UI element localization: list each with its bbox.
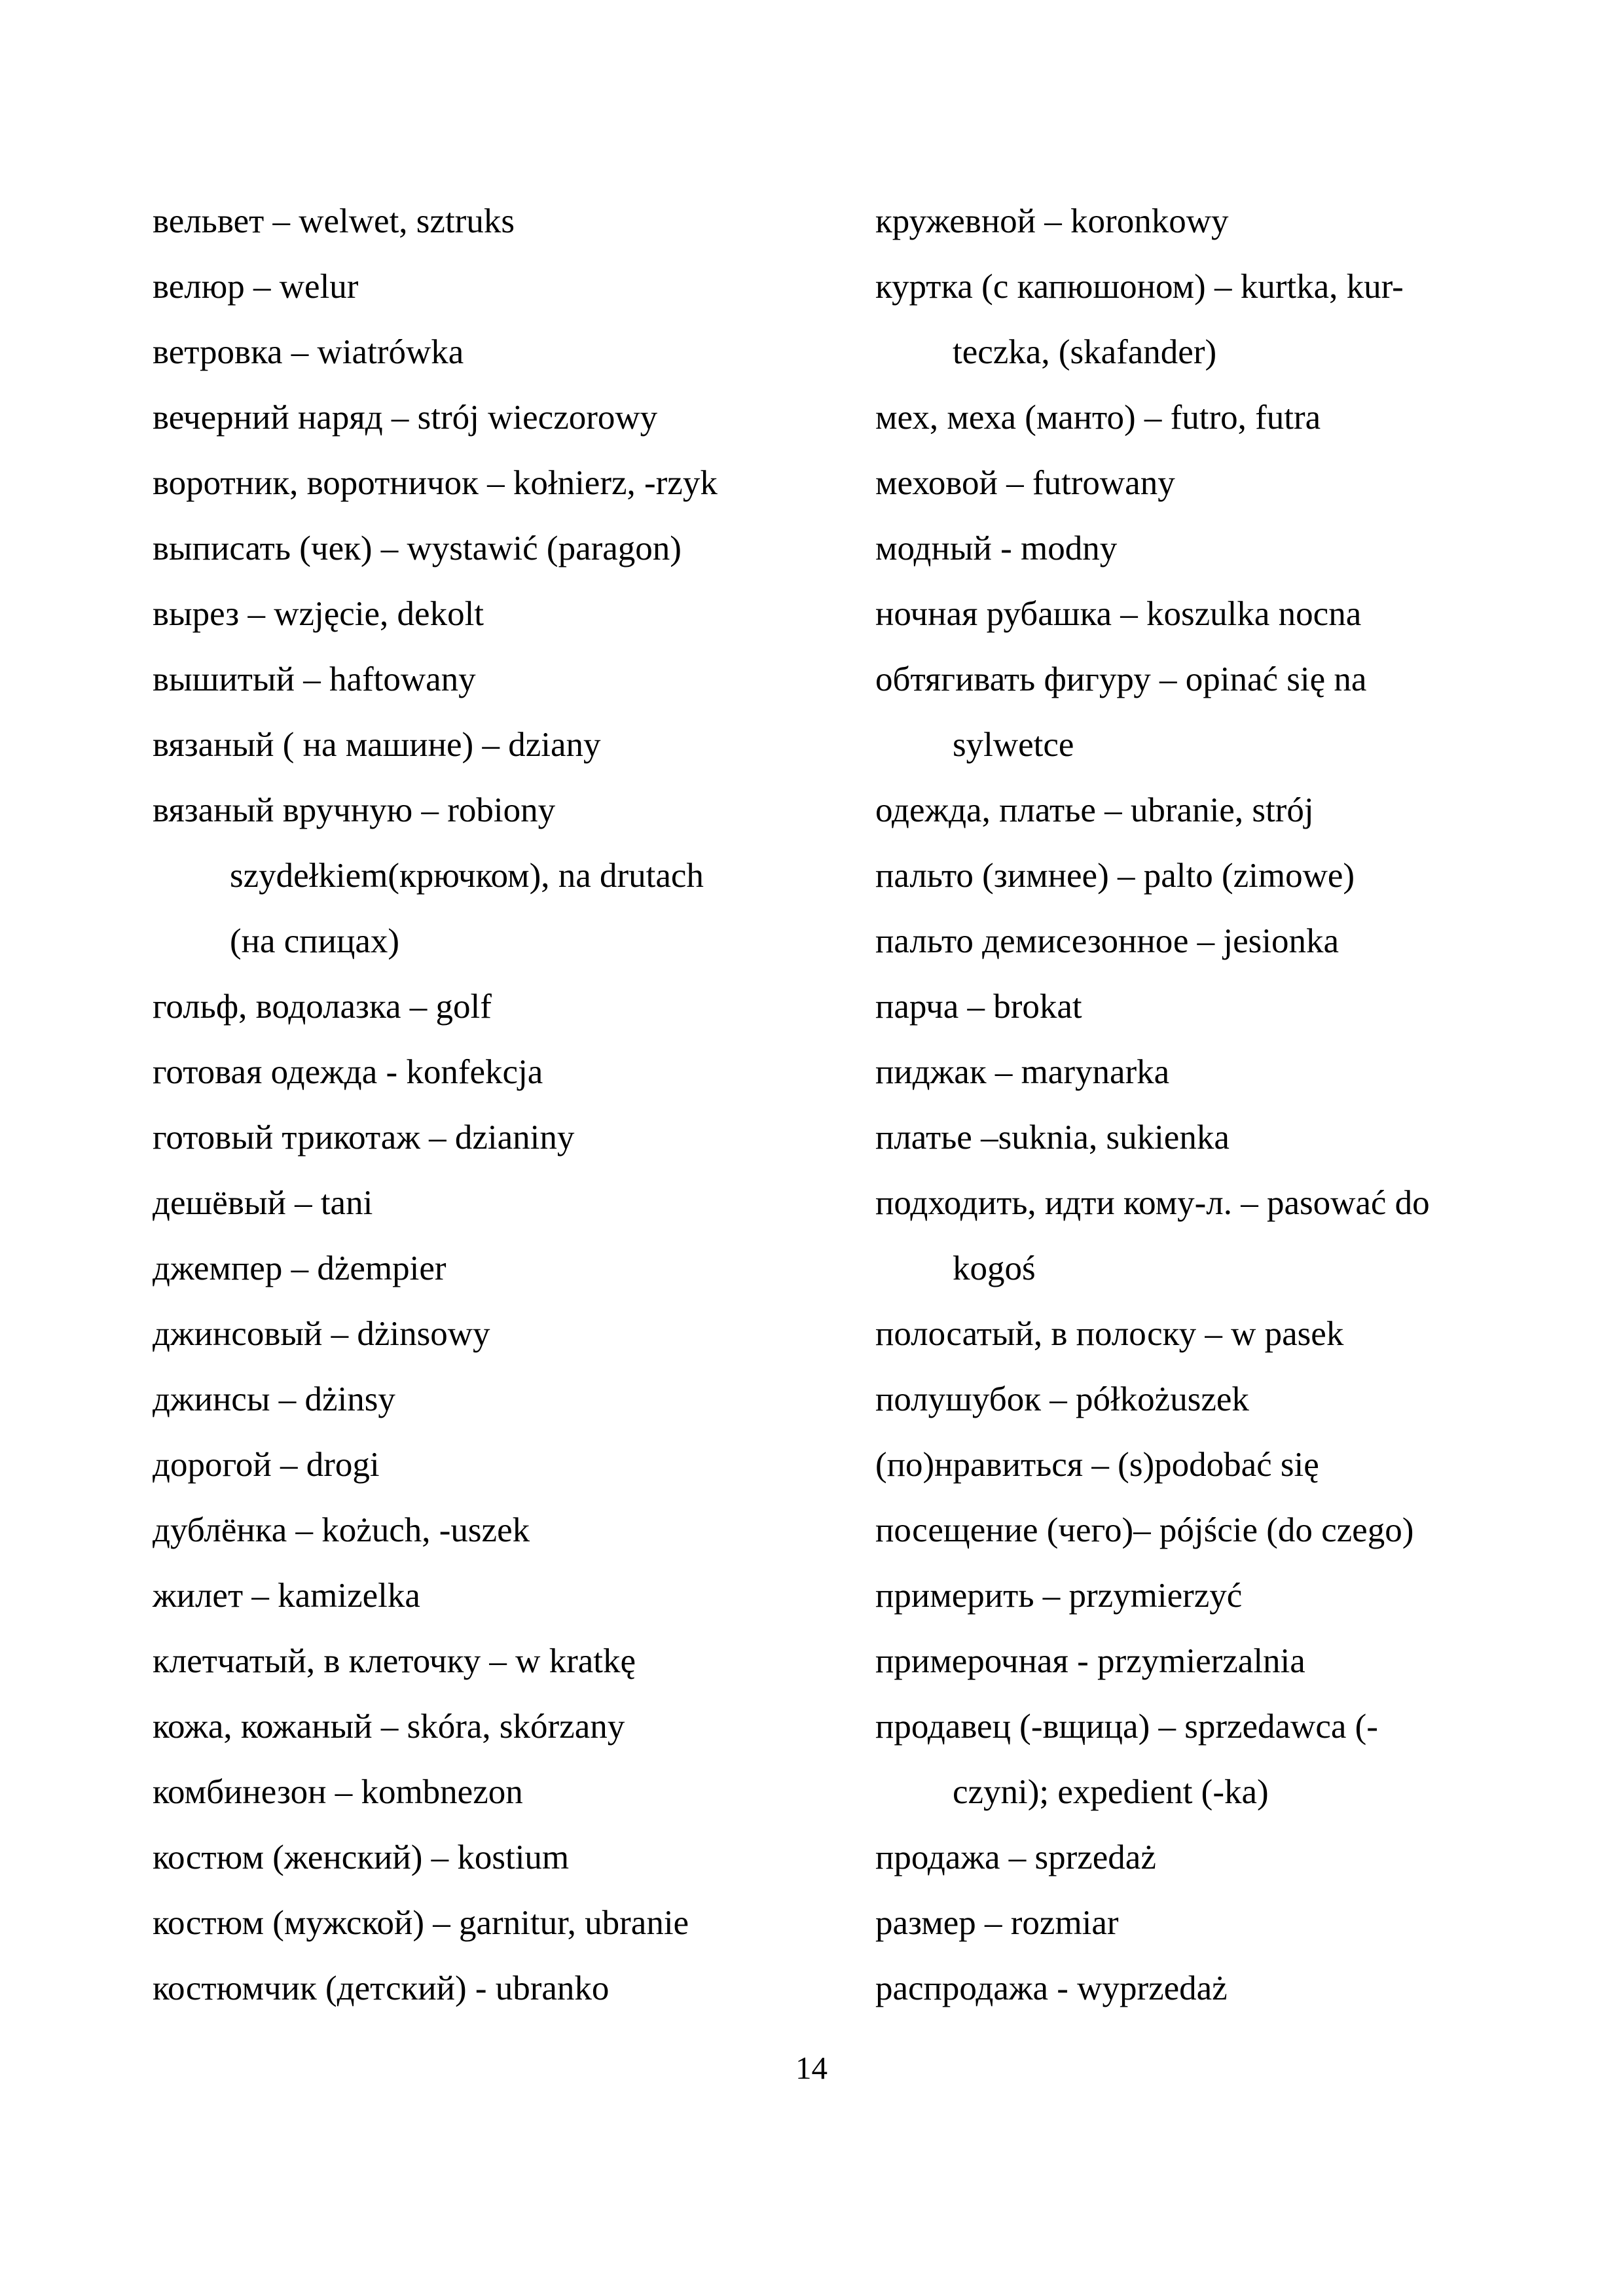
vocab-entry: кожа, кожаный – skóra, skórzany — [153, 1708, 625, 1746]
vocab-entry: подходить, идти кому-л. – pasować do — [875, 1184, 1430, 1222]
right-column — [875, 188, 1530, 2021]
vocab-entry-continuation: sylwetce — [953, 726, 1074, 764]
vocab-entry-continuation: kogoś — [953, 1249, 1036, 1287]
vocab-entry: вязаный вручную – robiony — [153, 791, 556, 829]
vocab-entry: пальто (зимнее) – palto (zimowe) — [875, 857, 1355, 895]
vocab-entry: вельвет – welwet, sztruks — [153, 202, 515, 240]
vocab-entry: вязаный ( на машине) – dziany — [153, 726, 601, 764]
vocab-entry: примерить – przymierzyć — [875, 1577, 1243, 1615]
vocab-entry: модный - modny — [875, 529, 1118, 567]
vocab-entry: продавец (-вщица) – sprzedawca (- — [875, 1708, 1378, 1746]
vocab-entry: пиджак – marynarka — [875, 1053, 1170, 1091]
vocab-entry: костюмчик (детский) - ubranko — [153, 1969, 610, 2007]
vocab-entry: примерочная - przymierzalnia — [875, 1642, 1305, 1680]
vocab-entry: воротник, воротничок – kołnierz, -rzyk — [153, 464, 718, 502]
vocab-entry: дублёнка – kożuch, -uszek — [153, 1511, 530, 1549]
vocab-entry: полосатый, в полоску – w pasek — [875, 1315, 1344, 1353]
vocab-entry: парча – brokat — [875, 988, 1082, 1026]
vocab-entry: костюм (мужской) – garnitur, ubranie — [153, 1904, 689, 1942]
vocab-entry: (по)нравиться – (s)podobać się — [875, 1446, 1319, 1484]
vocab-entry-continuation: czyni); expedient (-ka) — [953, 1773, 1269, 1811]
vocab-entry: мех, меха (манто) – futro, futra — [875, 399, 1321, 437]
vocab-entry-continuation: (на спицах) — [230, 922, 400, 960]
vocab-entry: размер – rozmiar — [875, 1904, 1119, 1942]
vocab-entry: готовый трикотаж – dzianiny — [153, 1119, 575, 1157]
vocab-entry: готовая одежда - konfekcja — [153, 1053, 543, 1091]
vocab-entry: одежда, платье – ubranie, strój — [875, 791, 1314, 829]
vocab-entry: обтягивать фигуру – opinać się na — [875, 660, 1367, 698]
vocab-entry: ветровка – wiatrówka — [153, 333, 464, 371]
vocab-entry: костюм (женский) – kostium — [153, 1839, 570, 1876]
vocab-entry: выписать (чек) – wystawić (paragon) — [153, 529, 682, 567]
vocab-entry: полушубок – półkożuszek — [875, 1380, 1249, 1418]
vocab-entry: гольф, водолазка – golf — [153, 988, 492, 1026]
vocab-entry: посещение (чего)– pójście (do czego) — [875, 1511, 1414, 1549]
vocab-entry: продажа – sprzedaż — [875, 1839, 1156, 1876]
vocab-entry: клетчатый, в клеточку – w kratkę — [153, 1642, 636, 1680]
vocab-entry: ночная рубашка – koszulka nocna — [875, 595, 1362, 633]
vocab-entry: пальто демисезонное – jesionka — [875, 922, 1340, 960]
vocab-entry: дорогой – drogi — [153, 1446, 380, 1484]
vocab-entry: джинсы – dżinsy — [153, 1380, 395, 1418]
vocab-entry: комбинезон – kombnezon — [153, 1773, 523, 1811]
vocab-entry: жилет – kamizelka — [153, 1577, 420, 1615]
vocab-entry: джинсовый – dżinsowy — [153, 1315, 490, 1353]
vocab-entry: кружевной – koronkowy — [875, 202, 1229, 240]
vocab-entry: велюр – welur — [153, 268, 359, 306]
left-column — [153, 188, 847, 2021]
vocab-entry: джемпер – dżempier — [153, 1249, 447, 1287]
vocab-entry: распродажа - wyprzedaż — [875, 1969, 1228, 2007]
vocab-entry: вышитый – haftowany — [153, 660, 476, 698]
vocab-entry: дешёвый – tani — [153, 1184, 373, 1222]
vocab-entry: меховой – futrowany — [875, 464, 1175, 502]
vocab-entry: платье –suknia, sukienka — [875, 1119, 1230, 1157]
vocab-entry: вырез – wzjęcie, dekolt — [153, 595, 484, 633]
vocab-entry: куртка (с капюшоном) – kurtka, kur- — [875, 268, 1404, 306]
vocab-entry-continuation: szydełkiem(крючком), na drutach — [230, 857, 704, 895]
vocab-entry: вечерний наряд – strój wieczorowy — [153, 399, 658, 437]
page-number: 14 — [795, 2050, 828, 2086]
vocab-entry-continuation: teczka, (skafander) — [953, 333, 1217, 371]
